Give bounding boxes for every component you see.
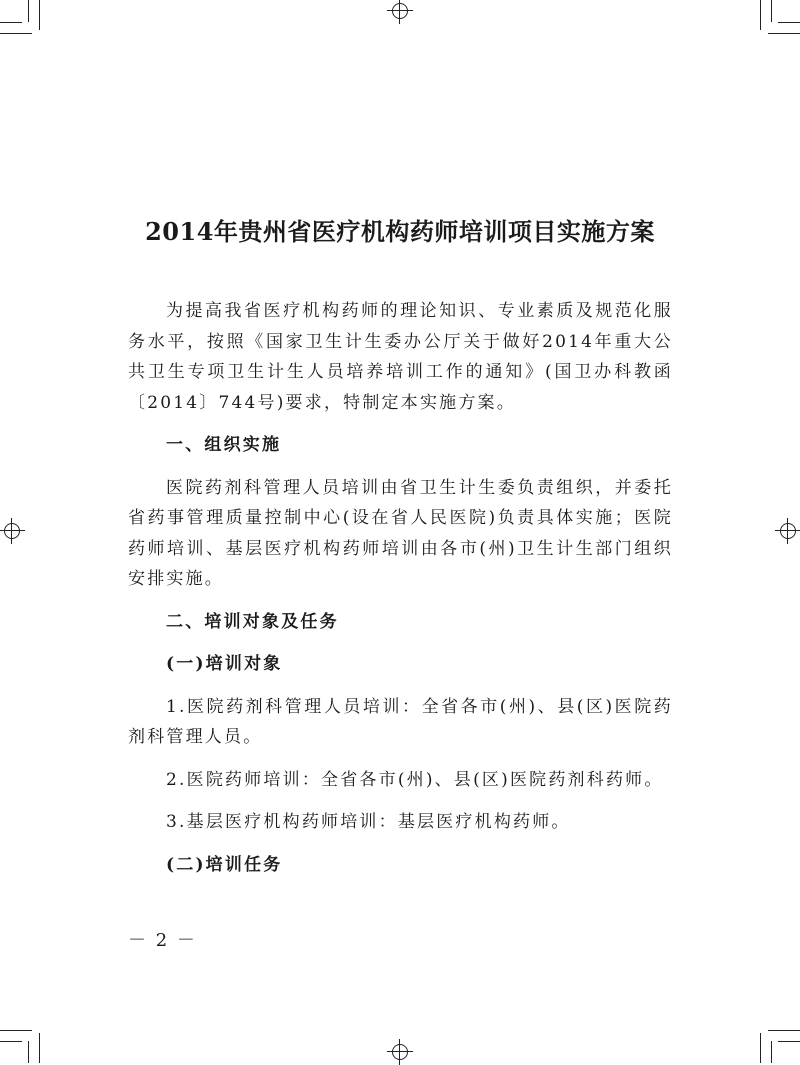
crop-mark-top-right-h	[778, 22, 800, 23]
crop-mark-bottom-left-v	[28, 1041, 29, 1063]
registration-mark-right	[775, 518, 800, 544]
crop-mark-bottom-left-h	[0, 1030, 32, 1031]
crop-mark-top-right-v	[760, 0, 761, 30]
crop-mark-top-left-v	[28, 0, 29, 22]
crop-mark-bottom-left-h2	[0, 1041, 22, 1042]
section-heading-organization: 一、组织实施	[166, 435, 282, 455]
crop-mark-bottom-right-h	[768, 1030, 800, 1031]
section-heading-training-targets-tasks: 二、培训对象及任务	[166, 611, 339, 632]
page-number: － 2 －	[128, 930, 197, 951]
registration-mark-left	[0, 518, 25, 544]
organization-paragraph: 医院药剂科管理人员培训由省卫生计生委负责组织，并委托省药事管理质量控制中心(设在省人民医院)负责具体实施；医院药师培训、基层医疗机构药师培训由各市(州)卫生计生部门组织安排实施。	[128, 477, 673, 589]
subsection-heading-training-targets: (一)培训对象	[166, 654, 283, 674]
list-item-2: 2.医院药师培训：全省各市(州)、县(区)医院药剂科药师。	[166, 769, 664, 790]
list-item-3: 3.基层医疗机构药师培训：基层医疗机构药师。	[166, 812, 571, 832]
crop-mark-bottom-right-h2	[778, 1041, 800, 1042]
registration-mark-bottom	[387, 1039, 413, 1065]
intro-paragraph: 为提高我省医疗机构药师的理论知识、专业素质及规范化服务水平，按照《国家卫生计生委办公厅关于做好2014年重大公共卫生专项卫生计生人员培养培训工作的通知》(国卫办科教函〔2014〕744号)要求，特制定本实施方案。	[128, 301, 673, 413]
list-item-1: 1.医院药剂科管理人员培训：全省各市(州)、县(区)医院药剂科管理人员。	[128, 696, 673, 747]
crop-mark-top-right-h2	[768, 33, 800, 34]
crop-mark-bottom-right-v2	[771, 1041, 772, 1063]
crop-mark-top-left-v2	[39, 0, 40, 30]
document-body	[128, 296, 673, 880]
subsection-heading-training-tasks: (二)培训任务	[166, 854, 283, 875]
crop-mark-top-right-v2	[771, 0, 772, 22]
document-title: 2014年贵州省医疗机构药师培训项目实施方案	[145, 217, 655, 246]
crop-mark-bottom-right-v	[760, 1033, 761, 1063]
crop-mark-top-left-h2	[0, 33, 32, 34]
crop-mark-bottom-left-v2	[39, 1033, 40, 1063]
crop-mark-top-left-h	[0, 22, 22, 23]
registration-mark-top	[387, 0, 413, 24]
